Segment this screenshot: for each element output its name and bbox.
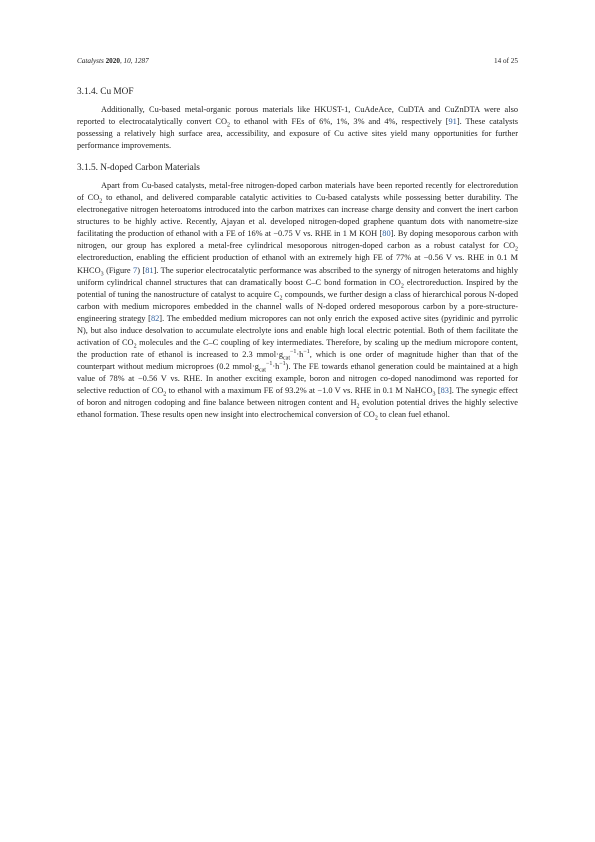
running-header: [77, 55, 518, 67]
section-heading-n-doped-carbon: 3.1.5. N-doped Carbon Materials: [77, 163, 200, 174]
paragraph-cu-mof: Additionally, Cu-based metal-organic porous materials like HKUST-1, CuAdeAce, CuDTA and CuZnDTA were also reported to electrocatalytically convert $CO_2$ to ethanol with FEs of 6%, 1%, 3% and 4%, respectively [91]. These catalysts possessing a relatively high surface area, accessibility, and exposure of Cu active sites yield many opportunities for further performance improvements.: [77, 105, 518, 151]
paragraph-n-doped-carbon: Apart from Cu-based catalysts, metal-free nitrogen-doped carbon materials have been reported recently for electroredution of $CO_2$ to ethanol, and delivered comparable catalytic activities to Cu-based catalysts while possessing better durability. The electronegative nitrogen heteroatoms introduced into the carbon matrixes can increase charge density and convert the inert carbon structures to be highly active. Recently, Ajayan et al. developed nitrogen-doped graphene quantum dots with nanometre-size facilitating the production of ethanol with a FE of 16% at −0.75 V vs. RHE in 1 M KOH [80]. By doping mesoporous carbon with nitrogen, our group has explored a metal-free cylindrical mesoporous nitrogen-doped carbon as a robust catalyst for $CO_2$ electroreduction, enabling the efficient production of ethanol with an extremely high FE of 77% at −0.56 V vs. RHE in 0.1 M $KHCO_3$ (Figure 7) [81]. The superior electrocatalytic performance was abscribed to the synergy of nitrogen heteratoms and highly uniform cylindrical channel structures that can dramatically boost C–C bond formation in $CO_2$ electroreduction. Inspired by the potential of tuning the nanostructure of catalyst to acquire $C_2$ compounds, we further design a class of hierarchical porous N-doped carbon with medium micropores embedded in the channel walls of N-doped ordered mesoporous carbon by a pore-structure-engineering strategy [82]. The embedded medium micropores can not only enrich the exposed active sites (pyridinic and pyrrolic N), but also induce desolvation to accumulate electrolyte ions and enable high local electric potential. Both of them facilitate the activation of $CO_2$ molecules and the C–C coupling of key intermediates. Therefore, by scaling up the medium micropore content, the production rate of ethanol is increased to 2.3 $mmol\cdot g_{cat}^{-1}\cdot h^{-1}$, which is one order of magnitude higher than that of the counterpart without medium microproes (0.2 $mmol\cdot g_{cat}^{-1}\cdot h^{-1}$). The FE towards ethanol generation could be maintained at a high value of 78% at −0.56 V vs. RHE. In another exciting example, boron and nitrogen co-doped nanodimond was reported for selective reduction of $CO_2$ to ethanol with a maximum FE of 93.2% at −1.0 V vs. RHE in 0.1 M NaHCO$_3$ [83]. The synegic effect of boron and nitrogen codoping and fine balance between nitrogen content and $H_2$ evolution potential drives the highly selective ethanol formation. These results open new insight into electrochemical conversion of $CO_2$ to clean fuel ethanol.: [77, 181, 518, 422]
section-heading-cu-mof: 3.1.4. Cu MOF: [77, 87, 134, 97]
section-spacer: [77, 152, 518, 162]
article-body: [77, 86, 518, 421]
page-number: 14 of 25: [494, 57, 518, 65]
journal-citation: Catalysts 2020, 10, 1287: [77, 57, 149, 65]
